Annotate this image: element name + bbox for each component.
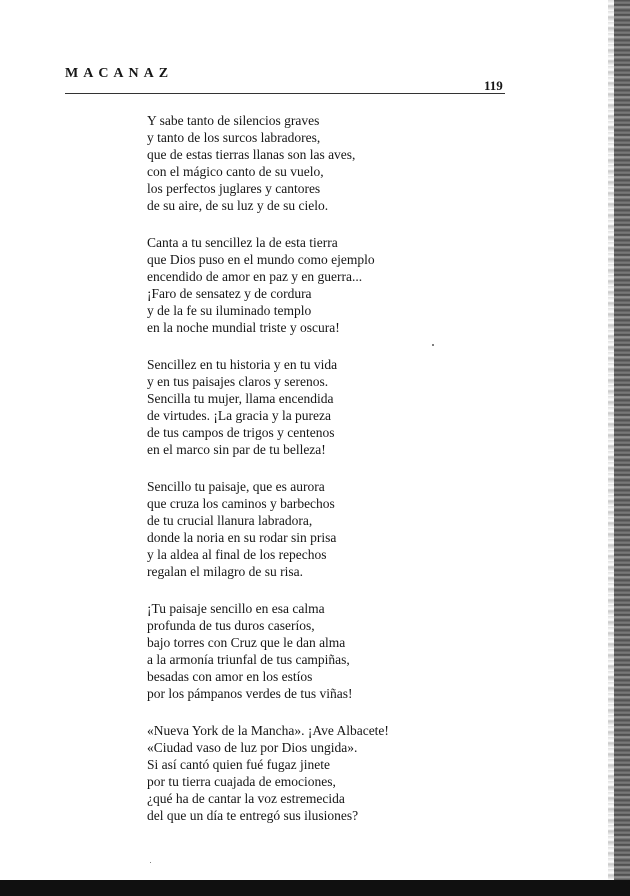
header-rule: [65, 93, 505, 94]
scan-edge-right: [614, 0, 630, 896]
scan-edge-bottom: [0, 880, 630, 896]
poem-line: y de la fe su iluminado templo: [147, 303, 312, 318]
stanza: [147, 600, 447, 702]
poem-line: de tu crucial llanura labradora,: [147, 513, 313, 528]
poem-line: besadas con amor en los estíos: [147, 669, 313, 684]
ink-speck: [432, 344, 434, 346]
poem-line: ¡Tu paisaje sencillo en esa calma: [147, 601, 325, 616]
poem-line: en la noche mundial triste y oscura!: [147, 320, 340, 335]
poem-line: con el mágico canto de su vuelo,: [147, 164, 324, 179]
poem-line: por tu tierra cuajada de emociones,: [147, 774, 336, 789]
poem-line: Canta a tu sencillez la de esta tierra: [147, 235, 338, 250]
poem-line: Si así cantó quien fué fugaz jinete: [147, 757, 330, 772]
stanza: [147, 478, 447, 580]
poem-line: ¿qué ha de cantar la voz estremecida: [147, 791, 345, 806]
stanza: [147, 112, 447, 214]
poem-line: del que un día te entregó sus ilusiones?: [147, 808, 359, 823]
poem-line: y en tus paisajes claros y serenos.: [147, 374, 329, 389]
poem-line: por los pámpanos verdes de tus viñas!: [147, 686, 353, 701]
poem-line: de virtudes. ¡La gracia y la pureza: [147, 408, 332, 423]
poem-line: y tanto de los surcos labradores,: [147, 130, 321, 145]
poem-line: Sencillo tu paisaje, que es aurora: [147, 479, 325, 494]
page-number: 119: [484, 78, 503, 93]
poem-line: ¡Faro de sensatez y de cordura: [147, 286, 312, 301]
poem-line: de su aire, de su luz y de su cielo.: [147, 198, 329, 213]
stanza: [147, 234, 447, 336]
poem-line: regalan el milagro de su risa.: [147, 564, 303, 579]
poem-line: que Dios puso en el mundo como ejemplo: [147, 252, 375, 267]
poem-line: que cruza los caminos y barbechos: [147, 496, 335, 511]
poem-line: profunda de tus duros caseríos,: [147, 618, 315, 633]
poem-line: Sencillez en tu historia y en tu vida: [147, 357, 338, 372]
poem-line: donde la noria en su rodar sin prisa: [147, 530, 337, 545]
running-title: MACANAZ: [65, 66, 174, 81]
poem-line: en el marco sin par de tu belleza!: [147, 442, 326, 457]
stanza: [147, 722, 447, 824]
poem-line: de tus campos de trigos y centenos: [147, 425, 335, 440]
poem-line: Sencilla tu mujer, llama encendida: [147, 391, 334, 406]
poem-line: los perfectos juglares y cantores: [147, 181, 321, 196]
stanza: [147, 356, 447, 458]
ink-speck: [150, 862, 151, 863]
poem-line: «Ciudad vaso de luz por Dios ungida».: [147, 740, 358, 755]
poem-line: Y sabe tanto de silencios graves: [147, 113, 320, 128]
poem-line: y la aldea al final de los repechos: [147, 547, 327, 562]
poem-line: que de estas tierras llanas son las aves,: [147, 147, 356, 162]
poem-line: encendido de amor en paz y en guerra...: [147, 269, 363, 284]
poem-line: «Nueva York de la Mancha». ¡Ave Albacete!: [147, 723, 389, 738]
poem: [147, 112, 447, 844]
poem-line: a la armonía triunfal de tus campiñas,: [147, 652, 350, 667]
poem-line: bajo torres con Cruz que le dan alma: [147, 635, 346, 650]
